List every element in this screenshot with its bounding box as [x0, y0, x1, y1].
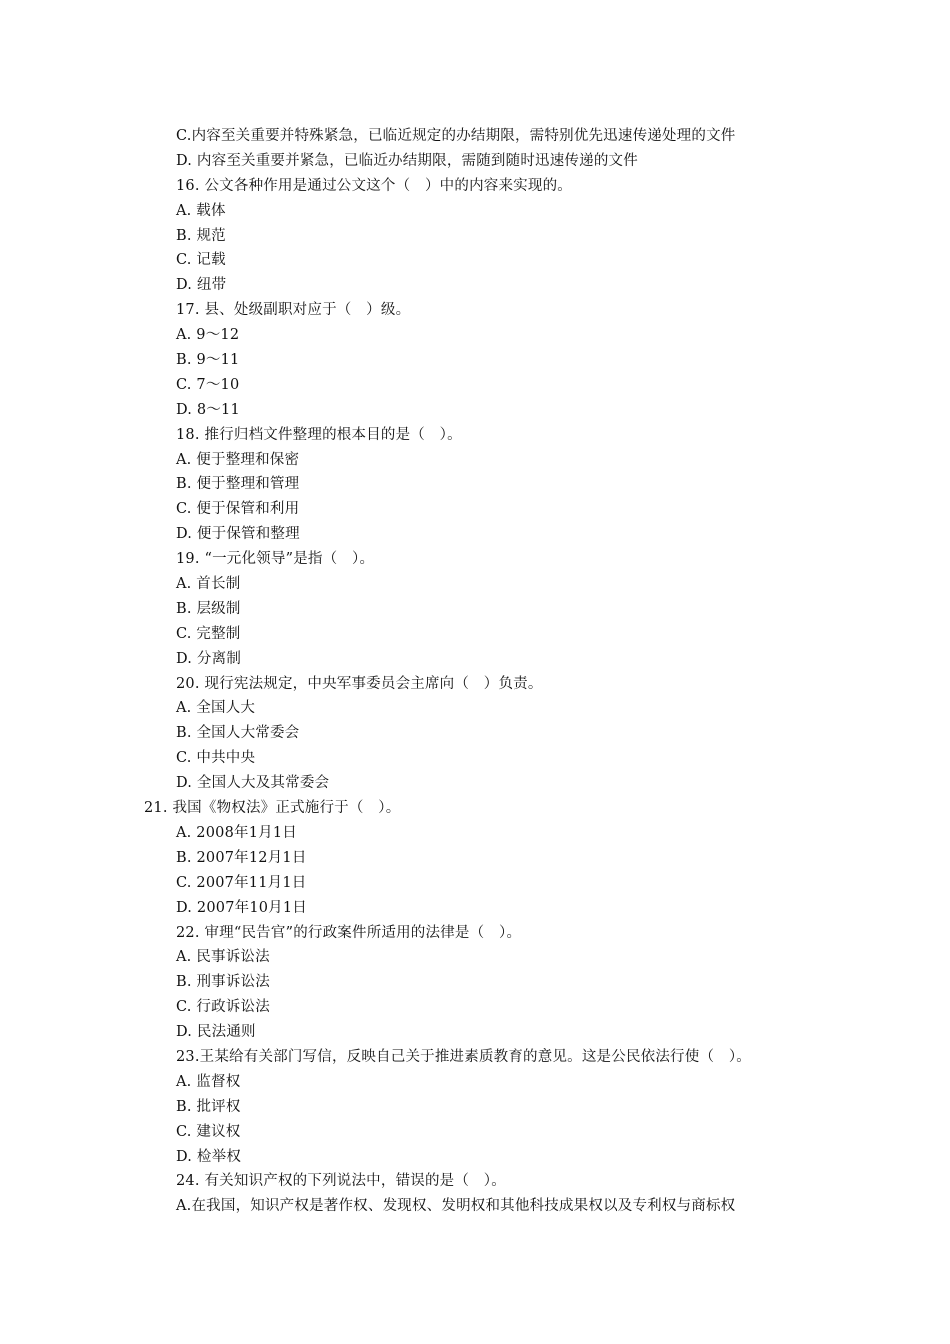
answer-option: C. 中共中央: [176, 750, 256, 767]
question-text: 18. 推行归档文件整理的根本目的是（ ）。: [176, 426, 462, 443]
question-text: 19. “一元化领导”是指（ ）。: [176, 551, 375, 568]
answer-option: B. 刑事诉讼法: [176, 974, 270, 991]
answer-option: D. 民法通则: [176, 1024, 256, 1041]
answer-option: C. 建议权: [176, 1123, 241, 1140]
answer-option: C. 行政诉讼法: [176, 999, 270, 1016]
answer-option: A. 全国人大: [176, 700, 256, 717]
answer-option: B. 批评权: [176, 1098, 241, 1115]
answer-option: A. 2008年1月1日: [176, 824, 297, 841]
question-text: 24. 有关知识产权的下列说法中，错误的是（ ）。: [176, 1173, 506, 1190]
answer-option: B. 9～11: [176, 352, 240, 369]
question-text: 21. 我国《物权法》正式施行于（ ）。: [144, 800, 401, 817]
answer-option: C. 便于保管和利用: [176, 501, 300, 518]
question-text: 16. 公文各种作用是通过公文这个（ ）中的内容来实现的。: [176, 177, 572, 194]
answer-option: B. 全国人大常委会: [176, 725, 300, 742]
answer-option: D. 全国人大及其常委会: [176, 775, 330, 792]
question-text: 23.王某给有关部门写信，反映自己关于推进素质教育的意见。这是公民依法行使（ ）。: [176, 1048, 752, 1065]
answer-option: D. 纽带: [176, 277, 227, 294]
answer-option: D. 2007年10月1日: [176, 899, 308, 916]
answer-option: A. 民事诉讼法: [176, 949, 270, 966]
answer-option: B. 层级制: [176, 600, 241, 617]
answer-option: C.内容至关重要并特殊紧急，已临近规定的办结期限，需特别优先迅速传递处理的文件: [176, 128, 736, 144]
question-text: 17. 县、处级副职对应于（ ）级。: [176, 302, 411, 319]
answer-option: D. 8～11: [176, 401, 240, 418]
answer-option: D. 分离制: [176, 650, 242, 667]
answer-option: B. 2007年12月1日: [176, 849, 307, 866]
answer-option: A. 监督权: [176, 1073, 241, 1090]
exam-question-list: [144, 124, 826, 1219]
answer-option: C. 记载: [176, 252, 226, 269]
answer-option: C. 完整制: [176, 625, 241, 642]
answer-option: B. 便于整理和管理: [176, 476, 300, 493]
answer-option: A. 载体: [176, 202, 226, 219]
answer-option: B. 规范: [176, 227, 226, 244]
answer-option: D. 便于保管和整理: [176, 526, 300, 543]
answer-option: A. 便于整理和保密: [176, 451, 300, 468]
question-text: 20. 现行宪法规定，中央军事委员会主席向（ ）负责。: [176, 675, 543, 692]
answer-option: A. 首长制: [176, 576, 241, 593]
answer-option: C. 7～10: [176, 376, 240, 393]
answer-option: A. 9～12: [176, 327, 240, 344]
question-text: 22. 审理“民告官”的行政案件所适用的法律是（ ）。: [176, 924, 522, 941]
answer-option: C. 2007年11月1日: [176, 874, 307, 891]
answer-option: D. 检举权: [176, 1148, 242, 1165]
answer-option: A.在我国，知识产权是著作权、发现权、发明权和其他科技成果权以及专利权与商标权: [176, 1198, 736, 1215]
answer-option: D. 内容至关重要并紧急，已临近办结期限，需随到随时迅速传递的文件: [176, 152, 638, 169]
